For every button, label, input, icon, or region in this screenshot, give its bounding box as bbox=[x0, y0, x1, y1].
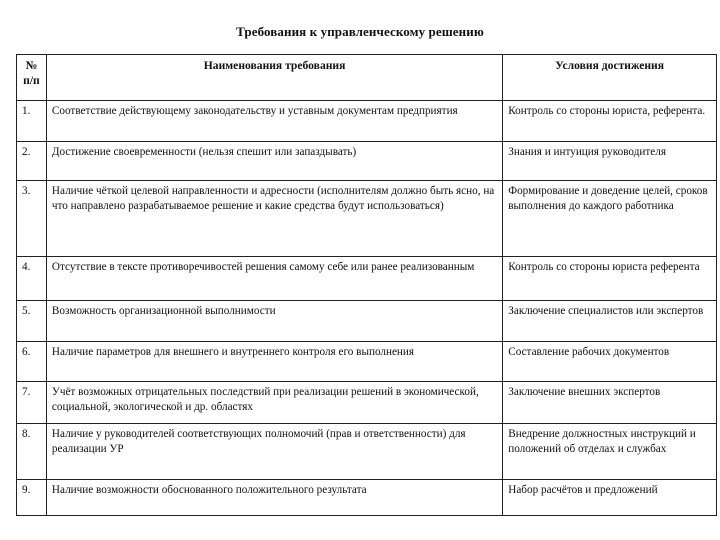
table-row bbox=[17, 101, 717, 142]
row-conditions: Внедрение должностных инструкций и положений об отделах и службах bbox=[503, 424, 717, 480]
row-requirement: Учёт возможных отрицательных последствий при реализации решений в экономической, социальной, экологической и др. областях bbox=[46, 382, 502, 424]
row-number: 7. bbox=[17, 382, 47, 424]
row-number: 1. bbox=[17, 101, 47, 142]
row-conditions: Контроль со стороны юриста референта bbox=[503, 257, 717, 301]
table-row bbox=[17, 342, 717, 382]
header-number: № п/п bbox=[17, 55, 47, 101]
row-requirement: Достижение своевременности (нельзя спешит или запаздывать) bbox=[46, 142, 502, 181]
row-conditions: Контроль со стороны юриста, референта. bbox=[503, 101, 717, 142]
row-conditions: Знания и интуиция руководителя bbox=[503, 142, 717, 181]
row-requirement: Наличие у руководителей соответствующих полномочий (прав и ответственности) для реализации УР bbox=[46, 424, 502, 480]
row-number: 6. bbox=[17, 342, 47, 382]
table-row bbox=[17, 142, 717, 181]
row-number: 2. bbox=[17, 142, 47, 181]
row-number: 8. bbox=[17, 424, 47, 480]
row-requirement: Возможность организационной выполнимости bbox=[46, 301, 502, 342]
row-number: 5. bbox=[17, 301, 47, 342]
table-row bbox=[17, 424, 717, 480]
header-achievement-conditions: Условия достижения bbox=[503, 55, 717, 101]
requirements-table bbox=[16, 54, 717, 516]
table-row bbox=[17, 382, 717, 424]
table-row bbox=[17, 181, 717, 257]
row-requirement: Наличие параметров для внешнего и внутреннего контроля его выполнения bbox=[46, 342, 502, 382]
row-requirement: Наличие чёткой целевой направленности и адресности (исполнителям должно быть ясно, на что направлено разрабатываемое решение и какие средства будут использоваться) bbox=[46, 181, 502, 257]
table-header-row bbox=[17, 55, 717, 101]
row-requirement: Наличие возможности обоснованного положительного результата bbox=[46, 480, 502, 516]
page-title: Требования к управленческому решению bbox=[236, 24, 484, 39]
row-conditions: Набор расчётов и предложений bbox=[503, 480, 717, 516]
table-row bbox=[17, 301, 717, 342]
row-number: 3. bbox=[17, 181, 47, 257]
row-conditions: Заключение специалистов или экспертов bbox=[503, 301, 717, 342]
row-conditions: Формирование и доведение целей, сроков выполнения до каждого работника bbox=[503, 181, 717, 257]
row-number: 9. bbox=[17, 480, 47, 516]
table-row bbox=[17, 257, 717, 301]
row-conditions: Заключение внешних экспертов bbox=[503, 382, 717, 424]
row-requirement: Отсутствие в тексте противоречивостей решения самому себе или ранее реализованным bbox=[46, 257, 502, 301]
row-number: 4. bbox=[17, 257, 47, 301]
row-requirement: Соответствие действующему законодательству и уставным документам предприятия bbox=[46, 101, 502, 142]
row-conditions: Составление рабочих документов bbox=[503, 342, 717, 382]
table-row bbox=[17, 480, 717, 516]
header-requirement-name: Наименования требования bbox=[46, 55, 502, 101]
